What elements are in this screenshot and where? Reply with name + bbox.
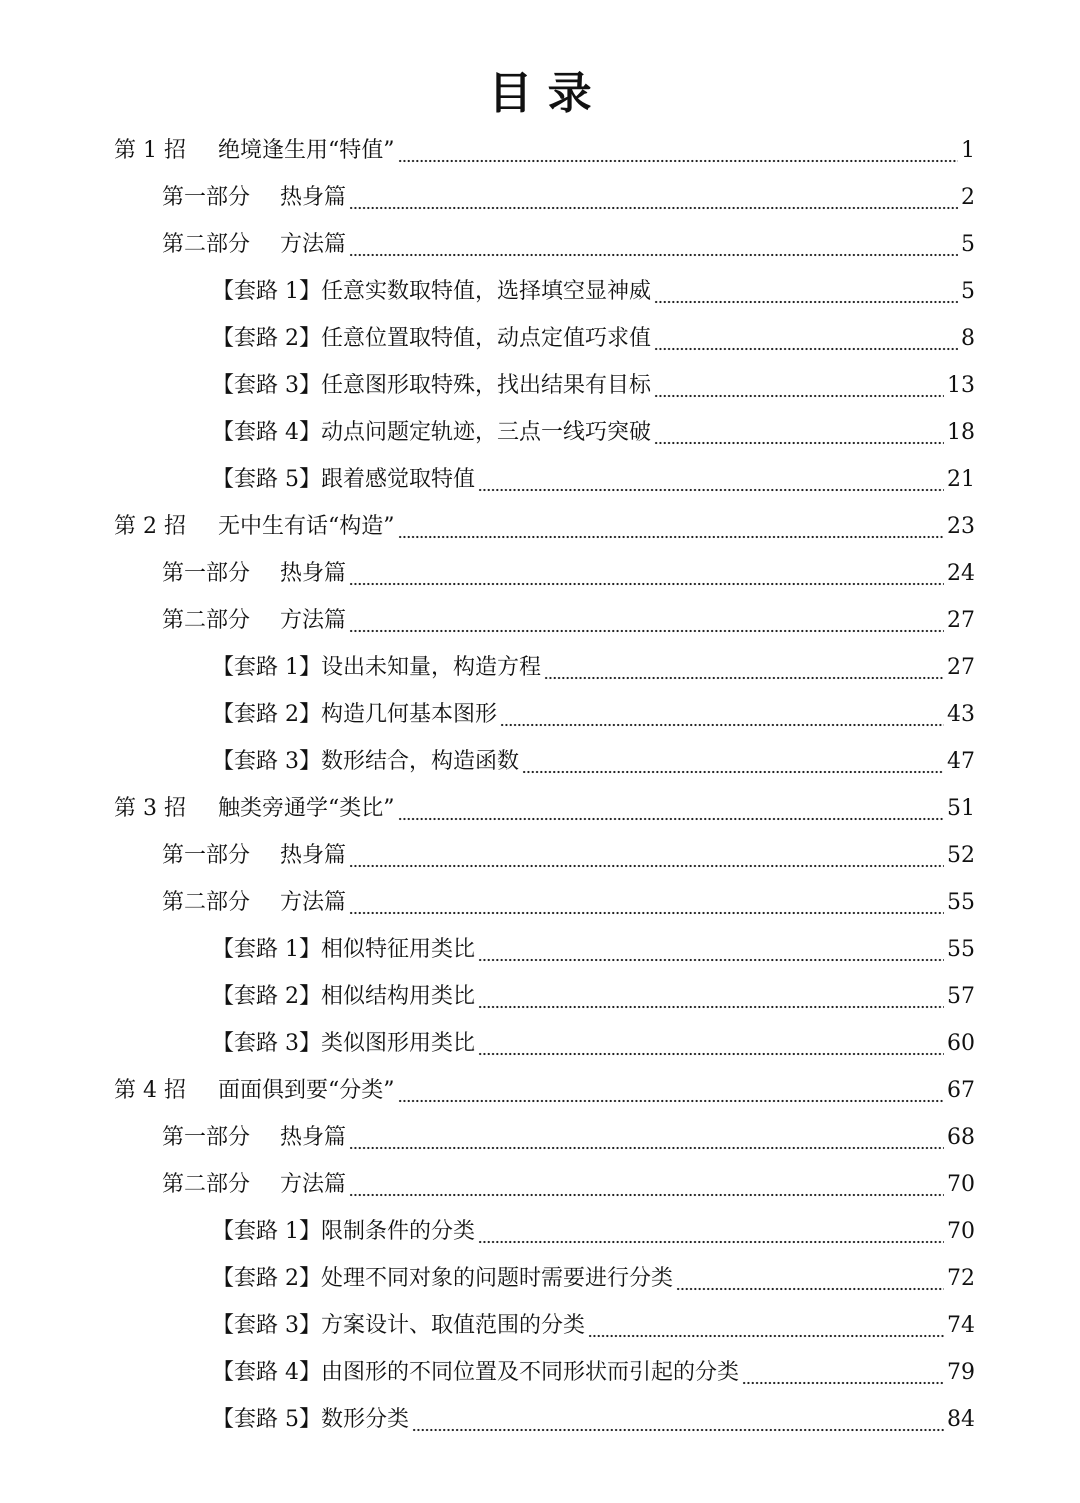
dot-leader <box>500 691 944 738</box>
toc-entry-text: 方法篇 <box>280 890 347 915</box>
toc-entry-number: 【套路 5】 <box>212 467 321 492</box>
toc-entry-number: 【套路 5】 <box>212 1407 321 1432</box>
dot-leader <box>349 174 958 221</box>
toc-entry-text: 由图形的不同位置及不同形状而引起的分类 <box>321 1360 740 1385</box>
toc-routine-row[interactable] <box>212 409 975 456</box>
toc-page-number: 67 <box>947 1078 975 1103</box>
toc-entry-label <box>212 1208 475 1255</box>
toc-page-number: 27 <box>947 655 975 680</box>
toc-entry-text: 热身篇 <box>280 185 347 210</box>
toc-entry-text: 跟着感觉取特值 <box>321 467 476 492</box>
toc-entry-label <box>212 1396 409 1443</box>
toc-entry-text: 方法篇 <box>280 1172 347 1197</box>
toc-entry-text: 触类旁通学“类比” <box>218 796 395 821</box>
dot-leader <box>588 1302 944 1349</box>
toc-entry-text: 任意位置取特值，动点定值巧求值 <box>321 326 652 351</box>
toc-entry-text: 热身篇 <box>280 843 347 868</box>
dot-leader <box>544 644 944 691</box>
toc-part-row[interactable] <box>162 879 975 926</box>
toc-routine-row[interactable] <box>212 1396 975 1443</box>
toc-page-number: 23 <box>947 514 975 539</box>
toc-entry-text: 面面俱到要“分类” <box>218 1078 395 1103</box>
dot-leader <box>349 879 944 926</box>
dot-leader <box>398 503 945 550</box>
toc-page-number: 60 <box>947 1031 975 1056</box>
toc-entry-label <box>212 1020 475 1067</box>
toc-page-number: 27 <box>947 608 975 633</box>
dot-leader <box>398 1067 945 1114</box>
toc-entry-label <box>212 691 497 738</box>
dot-leader <box>349 1161 944 1208</box>
table-of-contents <box>0 127 1080 1443</box>
dot-leader <box>349 597 944 644</box>
toc-entry-number: 第 1 招 <box>114 138 186 163</box>
toc-entry-label <box>212 315 651 362</box>
toc-entry-label <box>212 973 475 1020</box>
toc-entry-text: 数形分类 <box>321 1407 410 1432</box>
toc-entry-text: 数形结合，构造函数 <box>321 749 520 774</box>
toc-page-number: 13 <box>947 373 975 398</box>
dot-leader <box>654 315 958 362</box>
toc-entry-number: 第一部分 <box>162 561 251 586</box>
toc-page-number: 43 <box>947 702 975 727</box>
toc-entry-text: 方法篇 <box>280 232 347 257</box>
toc-entry-text: 无中生有话“构造” <box>218 514 395 539</box>
toc-page-number: 18 <box>947 420 975 445</box>
toc-page-number: 2 <box>961 185 975 210</box>
toc-entry-text: 方法篇 <box>280 608 347 633</box>
toc-entry-number: 第一部分 <box>162 843 251 868</box>
toc-entry-number: 第二部分 <box>162 1172 251 1197</box>
toc-entry-label <box>162 1114 346 1161</box>
toc-routine-row[interactable] <box>212 1020 975 1067</box>
toc-routine-row[interactable] <box>212 738 975 785</box>
toc-entry-text: 任意实数取特值，选择填空显神威 <box>321 279 652 304</box>
toc-routine-row[interactable] <box>212 362 975 409</box>
toc-entry-number: 【套路 3】 <box>212 1313 321 1338</box>
toc-entry-number: 第二部分 <box>162 232 251 257</box>
toc-page-number: 57 <box>947 984 975 1009</box>
toc-part-row[interactable] <box>162 174 975 221</box>
toc-entry-number: 【套路 4】 <box>212 1360 321 1385</box>
toc-entry-number: 第二部分 <box>162 608 251 633</box>
toc-entry-number: 【套路 3】 <box>212 749 321 774</box>
toc-entry-text: 类似图形用类比 <box>321 1031 476 1056</box>
toc-page-number: 68 <box>947 1125 975 1150</box>
dot-leader <box>398 127 959 174</box>
dot-leader <box>398 785 945 832</box>
dot-leader <box>676 1255 944 1302</box>
dot-leader <box>478 926 944 973</box>
toc-routine-row[interactable] <box>212 268 975 315</box>
toc-entry-label <box>212 738 519 785</box>
toc-entry-label <box>114 127 395 174</box>
toc-chapter-row[interactable] <box>114 785 975 832</box>
toc-part-row[interactable] <box>162 1161 975 1208</box>
toc-routine-row[interactable] <box>212 456 975 503</box>
dot-leader <box>522 738 944 785</box>
toc-part-row[interactable] <box>162 550 975 597</box>
toc-chapter-row[interactable] <box>114 503 975 550</box>
toc-page-number: 72 <box>947 1266 975 1291</box>
toc-entry-label <box>212 644 541 691</box>
toc-page-number: 47 <box>947 749 975 774</box>
toc-entry-label <box>212 409 651 456</box>
toc-entry-number: 第 2 招 <box>114 514 186 539</box>
toc-entry-label <box>212 1302 585 1349</box>
dot-leader <box>349 221 958 268</box>
toc-entry-number: 【套路 2】 <box>212 984 321 1009</box>
toc-page-number: 5 <box>961 232 975 257</box>
toc-page-number: 24 <box>947 561 975 586</box>
toc-routine-row[interactable] <box>212 644 975 691</box>
toc-page-number: 70 <box>947 1172 975 1197</box>
toc-page-number: 74 <box>947 1313 975 1338</box>
toc-page-number: 8 <box>961 326 975 351</box>
toc-entry-label <box>212 1255 673 1302</box>
toc-entry-number: 【套路 3】 <box>212 1031 321 1056</box>
toc-entry-label <box>212 268 651 315</box>
toc-entry-number: 【套路 2】 <box>212 1266 321 1291</box>
dot-leader <box>478 456 944 503</box>
toc-routine-row[interactable] <box>212 1302 975 1349</box>
toc-chapter-row[interactable] <box>114 1067 975 1114</box>
toc-entry-number: 【套路 3】 <box>212 373 321 398</box>
toc-entry-number: 【套路 2】 <box>212 326 321 351</box>
toc-routine-row[interactable] <box>212 691 975 738</box>
toc-page-number: 84 <box>947 1407 975 1432</box>
toc-entry-text: 构造几何基本图形 <box>321 702 498 727</box>
toc-entry-label <box>114 1067 395 1114</box>
toc-entry-number: 第 4 招 <box>114 1078 186 1103</box>
toc-page-number: 55 <box>947 937 975 962</box>
toc-page-number: 5 <box>961 279 975 304</box>
dot-leader <box>349 550 944 597</box>
toc-part-row[interactable] <box>162 597 975 644</box>
toc-entry-text: 相似特征用类比 <box>321 937 476 962</box>
dot-leader <box>742 1349 944 1396</box>
toc-entry-number: 第一部分 <box>162 185 251 210</box>
toc-routine-row[interactable] <box>212 1208 975 1255</box>
toc-entry-number: 【套路 1】 <box>212 1219 321 1244</box>
toc-part-row[interactable] <box>162 1114 975 1161</box>
toc-entry-number: 【套路 1】 <box>212 655 321 680</box>
dot-leader <box>654 362 944 409</box>
toc-entry-label <box>212 362 651 409</box>
dot-leader <box>478 1020 944 1067</box>
toc-page-number: 51 <box>947 796 975 821</box>
toc-entry-number: 第二部分 <box>162 890 251 915</box>
toc-entry-label <box>162 550 346 597</box>
toc-entry-text: 绝境逢生用“特值” <box>218 138 395 163</box>
toc-entry-number: 【套路 1】 <box>212 279 321 304</box>
toc-entry-label <box>114 503 395 550</box>
toc-part-row[interactable] <box>162 221 975 268</box>
toc-entry-text: 热身篇 <box>280 1125 347 1150</box>
toc-title: 目 录 <box>488 68 592 119</box>
toc-entry-label <box>162 221 346 268</box>
toc-entry-number: 【套路 1】 <box>212 937 321 962</box>
dot-leader <box>478 1208 944 1255</box>
toc-entry-label <box>162 174 346 221</box>
toc-page-number: 21 <box>947 467 975 492</box>
toc-routine-row[interactable] <box>212 973 975 1020</box>
toc-routine-row[interactable] <box>212 1349 975 1396</box>
dot-leader <box>478 973 944 1020</box>
dot-leader <box>654 268 958 315</box>
toc-page-number: 1 <box>961 138 975 163</box>
toc-entry-text: 处理不同对象的问题时需要进行分类 <box>321 1266 674 1291</box>
dot-leader <box>349 1114 944 1161</box>
toc-page-number: 52 <box>947 843 975 868</box>
toc-part-row[interactable] <box>162 832 975 879</box>
toc-entry-label <box>162 879 346 926</box>
toc-entry-text: 限制条件的分类 <box>321 1219 476 1244</box>
toc-entry-text: 相似结构用类比 <box>321 984 476 1009</box>
toc-entry-label <box>162 832 346 879</box>
toc-entry-text: 任意图形取特殊，找出结果有目标 <box>321 373 652 398</box>
toc-entry-number: 第 3 招 <box>114 796 186 821</box>
toc-entry-text: 方案设计、取值范围的分类 <box>321 1313 586 1338</box>
toc-entry-label <box>212 926 475 973</box>
toc-entry-label <box>162 1161 346 1208</box>
toc-routine-row[interactable] <box>212 1255 975 1302</box>
toc-entry-text: 热身篇 <box>280 561 347 586</box>
toc-page-number: 79 <box>947 1360 975 1385</box>
toc-entry-number: 【套路 2】 <box>212 702 321 727</box>
toc-entry-number: 第一部分 <box>162 1125 251 1150</box>
toc-entry-text: 设出未知量，构造方程 <box>321 655 542 680</box>
toc-entry-label <box>162 597 346 644</box>
toc-entry-label <box>212 456 475 503</box>
dot-leader <box>412 1396 944 1443</box>
toc-routine-row[interactable] <box>212 926 975 973</box>
toc-entry-label <box>114 785 395 832</box>
toc-page-number: 70 <box>947 1219 975 1244</box>
dot-leader <box>349 832 944 879</box>
dot-leader <box>654 409 944 456</box>
toc-entry-number: 【套路 4】 <box>212 420 321 445</box>
toc-page-number: 55 <box>947 890 975 915</box>
toc-chapter-row[interactable] <box>114 127 975 174</box>
toc-entry-text: 动点问题定轨迹，三点一线巧突破 <box>321 420 652 445</box>
toc-routine-row[interactable] <box>212 315 975 362</box>
toc-entry-label <box>212 1349 739 1396</box>
